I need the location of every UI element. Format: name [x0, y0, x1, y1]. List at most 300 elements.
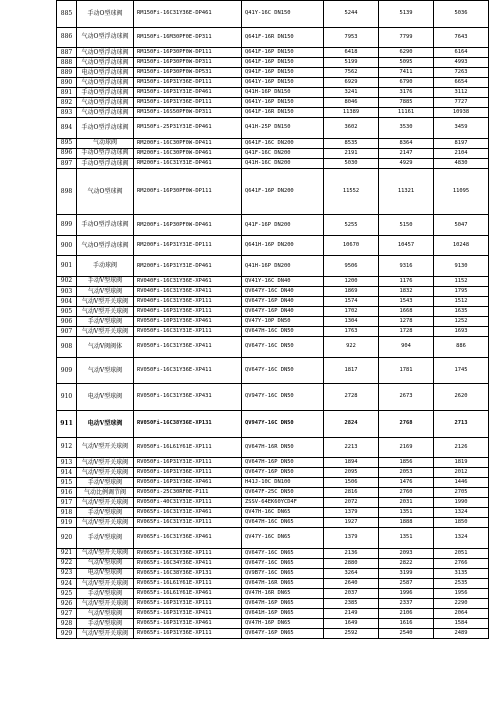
price-3-cell: 1795: [434, 287, 489, 297]
spec-code-cell: QV647Y-16P DN50: [242, 468, 324, 478]
table-row: [57, 108, 489, 118]
price-3-cell: 2620: [434, 384, 489, 411]
model-code-cell: RV050Fi-10P31Y36E-XP461: [134, 317, 242, 327]
spec-code-cell: Q41H-25P DN150: [242, 118, 324, 139]
price-1-cell: 11552: [324, 169, 379, 215]
price-3-cell: 10248: [434, 235, 489, 256]
product-name-cell: 气动O型浮动球阀: [77, 108, 134, 118]
price-1-cell: 7953: [324, 27, 379, 48]
model-code-cell: RM200Fi-16P30PF0W-DP461: [134, 215, 242, 236]
price-1-cell: 3264: [324, 568, 379, 578]
spec-code-cell: QV47Y-10P DN50: [242, 317, 324, 327]
table-row: [57, 548, 489, 558]
product-name-cell: 手动O型浮动球阀: [77, 118, 134, 139]
table-row: [57, 68, 489, 78]
product-name-cell: 手动O型浮动球阀: [77, 88, 134, 98]
model-code-cell: RV040Fi-16C31Y36E-XP461: [134, 276, 242, 286]
model-code-cell: RV050Fi-25C30RF0E-P111: [134, 488, 242, 498]
price-2-cell: 7411: [379, 68, 434, 78]
table-row: [57, 458, 489, 468]
table-row: [57, 307, 489, 317]
price-3-cell: 6654: [434, 78, 489, 88]
price-3-cell: 2713: [434, 410, 489, 437]
price-2-cell: 11161: [379, 108, 434, 118]
price-3-cell: 2290: [434, 599, 489, 609]
table-row: [57, 528, 489, 549]
price-1-cell: 1379: [324, 528, 379, 549]
row-number-cell: 926: [57, 599, 77, 609]
spec-code-cell: Q641F-16P DN150: [242, 48, 324, 58]
price-3-cell: 1446: [434, 478, 489, 488]
table-row: [57, 235, 489, 256]
product-name-cell: 气动O型浮动球阀: [77, 58, 134, 68]
price-3-cell: 1252: [434, 317, 489, 327]
price-3-cell: 1152: [434, 276, 489, 286]
spec-code-cell: QV47H-16R DN65: [242, 589, 324, 599]
table-row: [57, 287, 489, 297]
row-number-cell: 917: [57, 498, 77, 508]
price-2-cell: 2768: [379, 410, 434, 437]
price-table: [56, 0, 489, 639]
price-3-cell: 2104: [434, 148, 489, 158]
row-number-cell: 928: [57, 619, 77, 629]
model-code-cell: RV050Fi-16C31Y31E-XP111: [134, 327, 242, 337]
model-code-cell: RM200Fi-16C30PF0W-DP411: [134, 138, 242, 148]
price-1-cell: 2037: [324, 589, 379, 599]
spec-code-cell: QV647Y-16C DN65: [242, 558, 324, 568]
model-code-cell: RV050Fi-16C31Y36E-XP431: [134, 384, 242, 411]
price-2-cell: 7799: [379, 27, 434, 48]
row-number-cell: 913: [57, 458, 77, 468]
price-3-cell: 5036: [434, 1, 489, 28]
price-3-cell: 1819: [434, 458, 489, 468]
row-number-cell: 919: [57, 518, 77, 528]
price-1-cell: 2136: [324, 548, 379, 558]
price-3-cell: 2535: [434, 578, 489, 588]
product-name-cell: 气动V型球阀: [77, 609, 134, 619]
product-name-cell: 手动O型浮动球阀: [77, 215, 134, 236]
model-code-cell: RV065Fi-16P31Y36E-XP111: [134, 629, 242, 639]
price-2-cell: 2169: [379, 437, 434, 458]
spec-code-cell: QV647H-16C DN50: [242, 327, 324, 337]
spec-code-cell: Q641H-16P DN200: [242, 235, 324, 256]
price-2-cell: 1351: [379, 528, 434, 549]
product-name-cell: 手动V型球阀: [77, 478, 134, 488]
model-code-cell: RM150Fi-16C31Y36E-DP461: [134, 1, 242, 28]
spec-code-cell: QV9B7Y-16C DN65: [242, 568, 324, 578]
table-row: [57, 276, 489, 286]
spec-code-cell: QV647Y-16P DN40: [242, 307, 324, 317]
price-1-cell: 922: [324, 337, 379, 358]
price-2-cell: 2031: [379, 498, 434, 508]
spec-code-cell: Q641F-16R DN150: [242, 108, 324, 118]
price-1-cell: 1869: [324, 287, 379, 297]
row-number-cell: 891: [57, 88, 77, 98]
row-number-cell: 906: [57, 317, 77, 327]
spec-code-cell: H41J-10C DN100: [242, 478, 324, 488]
table-row: [57, 256, 489, 277]
product-name-cell: 气动O型浮动球阀: [77, 235, 134, 256]
spec-code-cell: QV947Y-16C DN50: [242, 384, 324, 411]
price-1-cell: 10670: [324, 235, 379, 256]
price-1-cell: 3241: [324, 88, 379, 98]
price-3-cell: 1324: [434, 508, 489, 518]
price-3-cell: 6164: [434, 48, 489, 58]
price-2-cell: 11321: [379, 169, 434, 215]
price-3-cell: 5047: [434, 215, 489, 236]
model-code-cell: RM150Fi-16M30PF0E-DP311: [134, 27, 242, 48]
table-row: [57, 297, 489, 307]
spec-code-cell: QV47H-16C DN65: [242, 508, 324, 518]
price-2-cell: 4929: [379, 159, 434, 169]
table-row: [57, 518, 489, 528]
row-number-cell: 900: [57, 235, 77, 256]
model-code-cell: RV065Fi-16C38Y36E-XP131: [134, 568, 242, 578]
spec-code-cell: QV647H-16R DN65: [242, 578, 324, 588]
product-name-cell: 手动V型球阀: [77, 528, 134, 549]
price-2-cell: 2760: [379, 488, 434, 498]
price-1-cell: 5199: [324, 58, 379, 68]
model-code-cell: RV050Fi-16C31Y36E-XP411: [134, 337, 242, 358]
price-3-cell: 8197: [434, 138, 489, 148]
price-2-cell: 2147: [379, 148, 434, 158]
model-code-cell: RM200Fi-16P31Y31E-DP111: [134, 235, 242, 256]
model-code-cell: RM150Fi-16P31Y31E-DP461: [134, 88, 242, 98]
price-3-cell: 7263: [434, 68, 489, 78]
row-number-cell: 907: [57, 327, 77, 337]
product-name-cell: 气动V型开关球阀: [77, 468, 134, 478]
row-number-cell: 889: [57, 68, 77, 78]
price-2-cell: 1351: [379, 508, 434, 518]
product-name-cell: 气动O型浮动球阀: [77, 27, 134, 48]
price-3-cell: 4993: [434, 58, 489, 68]
price-3-cell: 1584: [434, 619, 489, 629]
price-1-cell: 8046: [324, 98, 379, 108]
model-code-cell: RV050Fi-16C31Y36E-XP411: [134, 357, 242, 384]
row-number-cell: 892: [57, 98, 77, 108]
model-code-cell: RV065Fi-16C31Y31E-XP111: [134, 518, 242, 528]
table-row: [57, 1, 489, 28]
product-name-cell: 电动V型球阀: [77, 384, 134, 411]
price-1-cell: 2728: [324, 384, 379, 411]
price-2-cell: 2587: [379, 578, 434, 588]
spec-code-cell: QV47H-16P DN65: [242, 619, 324, 629]
price-1-cell: 2592: [324, 629, 379, 639]
price-2-cell: 10457: [379, 235, 434, 256]
price-3-cell: 9130: [434, 256, 489, 277]
price-3-cell: 2064: [434, 609, 489, 619]
spec-code-cell: Q641Y-16P DN150: [242, 78, 324, 88]
row-number-cell: 918: [57, 508, 77, 518]
product-name-cell: 气动V型开关球阀: [77, 498, 134, 508]
model-code-cell: RM150Fi-16P30PF0W-DP531: [134, 68, 242, 78]
price-2-cell: 1476: [379, 478, 434, 488]
price-1-cell: 2191: [324, 148, 379, 158]
table-row: [57, 629, 489, 639]
model-code-cell: RV050Fi-16P31Y31E-XP111: [134, 458, 242, 468]
price-1-cell: 2880: [324, 558, 379, 568]
price-2-cell: 1996: [379, 589, 434, 599]
model-code-cell: RV050Fi-16C38Y36E-XP131: [134, 410, 242, 437]
product-name-cell: 手动O型浮动球阀: [77, 148, 134, 158]
row-number-cell: 888: [57, 58, 77, 68]
table-row: [57, 98, 489, 108]
price-2-cell: 6290: [379, 48, 434, 58]
table-row: [57, 58, 489, 68]
price-3-cell: 2766: [434, 558, 489, 568]
model-code-cell: RM150Fi-25P31Y31E-DP461: [134, 118, 242, 139]
price-1-cell: 3602: [324, 118, 379, 139]
price-3-cell: 7643: [434, 27, 489, 48]
price-2-cell: 2540: [379, 629, 434, 639]
product-name-cell: 气动O型浮动球阀: [77, 48, 134, 58]
product-name-cell: 电动O型浮动球阀: [77, 68, 134, 78]
row-number-cell: 915: [57, 478, 77, 488]
price-1-cell: 6929: [324, 78, 379, 88]
price-1-cell: 2149: [324, 609, 379, 619]
table-row: [57, 327, 489, 337]
row-number-cell: 904: [57, 297, 77, 307]
price-2-cell: 8364: [379, 138, 434, 148]
table-row: [57, 619, 489, 629]
spec-code-cell: Q41F-16C DN200: [242, 148, 324, 158]
table-row: [57, 589, 489, 599]
spec-code-cell: QV647Y-16C DN50: [242, 357, 324, 384]
price-1-cell: 2385: [324, 599, 379, 609]
model-code-cell: RM150Fi-16S50PF0W-DP311: [134, 108, 242, 118]
row-number-cell: 899: [57, 215, 77, 236]
row-number-cell: 910: [57, 384, 77, 411]
price-1-cell: 1649: [324, 619, 379, 629]
row-number-cell: 914: [57, 468, 77, 478]
price-3-cell: 2051: [434, 548, 489, 558]
product-name-cell: 气动V型球阀: [77, 558, 134, 568]
product-name-cell: 气动V型球阀: [77, 287, 134, 297]
product-name-cell: 手动O型浮动球阀: [77, 159, 134, 169]
row-number-cell: 905: [57, 307, 77, 317]
product-name-cell: 气动V型开关球阀: [77, 548, 134, 558]
product-name-cell: 气动V型开关球阀: [77, 458, 134, 468]
price-1-cell: 1304: [324, 317, 379, 327]
table-row: [57, 118, 489, 139]
price-2-cell: 1832: [379, 287, 434, 297]
table-row: [57, 138, 489, 148]
row-number-cell: 916: [57, 488, 77, 498]
spec-code-cell: QV647Y-16P DN40: [242, 297, 324, 307]
price-1-cell: 1574: [324, 297, 379, 307]
price-2-cell: 1856: [379, 458, 434, 468]
spec-code-cell: ZSSV-64EK60YCD4F: [242, 498, 324, 508]
row-number-cell: 920: [57, 528, 77, 549]
price-3-cell: 1850: [434, 518, 489, 528]
row-number-cell: 890: [57, 78, 77, 88]
row-number-cell: 894: [57, 118, 77, 139]
price-3-cell: 1635: [434, 307, 489, 317]
price-3-cell: 7727: [434, 98, 489, 108]
model-code-cell: RV065Fi-16C31Y31E-XP461: [134, 508, 242, 518]
table-row: [57, 48, 489, 58]
table-row: [57, 558, 489, 568]
price-2-cell: 5139: [379, 1, 434, 28]
model-code-cell: RM200Fi-16P31Y31E-DP461: [134, 256, 242, 277]
price-3-cell: 1512: [434, 297, 489, 307]
spec-code-cell: QV647Y-16C DN50: [242, 337, 324, 358]
price-1-cell: 1817: [324, 357, 379, 384]
product-name-cell: 气动V阀阀体: [77, 337, 134, 358]
price-2-cell: 2822: [379, 558, 434, 568]
spec-code-cell: Q641F-16C DN200: [242, 138, 324, 148]
model-code-cell: RM200Fi-16C31Y31E-DP461: [134, 159, 242, 169]
price-2-cell: 3176: [379, 88, 434, 98]
spec-code-cell: QV647H-16R DN50: [242, 437, 324, 458]
price-2-cell: 1543: [379, 297, 434, 307]
price-3-cell: 10938: [434, 108, 489, 118]
price-1-cell: 2213: [324, 437, 379, 458]
table-row: [57, 27, 489, 48]
row-number-cell: 886: [57, 27, 77, 48]
table-row: [57, 357, 489, 384]
price-1-cell: 5244: [324, 1, 379, 28]
table-row: [57, 599, 489, 609]
table-row: [57, 78, 489, 88]
model-code-cell: RM200Fi-16P30PF0W-DP111: [134, 169, 242, 215]
model-code-cell: RV065Fi-16C31Y36E-XP111: [134, 548, 242, 558]
product-name-cell: 气动V型开关球阀: [77, 307, 134, 317]
model-code-cell: RV065Fi-16P31Y31E-XP461: [134, 619, 242, 629]
price-1-cell: 8535: [324, 138, 379, 148]
row-number-cell: 903: [57, 287, 77, 297]
price-1-cell: 1927: [324, 518, 379, 528]
table-row: [57, 148, 489, 158]
row-number-cell: 887: [57, 48, 77, 58]
table-row: [57, 88, 489, 98]
price-1-cell: 6418: [324, 48, 379, 58]
model-code-cell: RV050Fi-16P31Y36E-XP111: [134, 468, 242, 478]
table-row: [57, 478, 489, 488]
spec-code-cell: Q41H-16P DN150: [242, 88, 324, 98]
model-code-cell: RV065Fi-16C34Y36E-XP411: [134, 558, 242, 568]
product-name-cell: 气动比例调节阀: [77, 488, 134, 498]
product-name-cell: 手动V型球阀: [77, 276, 134, 286]
product-name-cell: 手动V型球阀: [77, 619, 134, 629]
price-3-cell: 3112: [434, 88, 489, 98]
price-3-cell: 886: [434, 337, 489, 358]
price-1-cell: 1894: [324, 458, 379, 468]
spec-code-cell: Q41F-16P DN200: [242, 215, 324, 236]
spec-code-cell: QV647Y-16C DN65: [242, 548, 324, 558]
product-name-cell: 气动V型开关球阀: [77, 599, 134, 609]
row-number-cell: 898: [57, 169, 77, 215]
row-number-cell: 912: [57, 437, 77, 458]
price-1-cell: 1763: [324, 327, 379, 337]
spec-code-cell: Q641F-16P DN200: [242, 169, 324, 215]
row-number-cell: 911: [57, 410, 77, 437]
price-1-cell: 2072: [324, 498, 379, 508]
table-row: [57, 498, 489, 508]
product-name-cell: 气动V型开关球阀: [77, 578, 134, 588]
price-2-cell: 3199: [379, 568, 434, 578]
price-1-cell: 11389: [324, 108, 379, 118]
price-1-cell: 2824: [324, 410, 379, 437]
model-code-cell: RV040Fi-16C31Y36E-XP411: [134, 287, 242, 297]
price-2-cell: 9316: [379, 256, 434, 277]
model-code-cell: RV065Fi-16L61Y61E-XP461: [134, 589, 242, 599]
row-number-cell: 925: [57, 589, 77, 599]
row-number-cell: 893: [57, 108, 77, 118]
row-number-cell: 927: [57, 609, 77, 619]
product-name-cell: 手动球阀: [77, 256, 134, 277]
price-3-cell: 11095: [434, 169, 489, 215]
spec-code-cell: Q41H-16C DN200: [242, 159, 324, 169]
table-row: [57, 384, 489, 411]
product-name-cell: 气动V型开关球阀: [77, 518, 134, 528]
product-name-cell: 气动O型浮动球阀: [77, 78, 134, 88]
model-code-cell: RM150Fi-16P30PF0W-DP311: [134, 58, 242, 68]
spec-code-cell: QV47Y-16C DN65: [242, 528, 324, 549]
table-row: [57, 410, 489, 437]
model-code-cell: RM200Fi-16C30PF0W-DP461: [134, 148, 242, 158]
model-code-cell: RV050Fi-16P31Y36E-XP461: [134, 478, 242, 488]
row-number-cell: 897: [57, 159, 77, 169]
row-number-cell: 908: [57, 337, 77, 358]
table-row: [57, 508, 489, 518]
spec-code-cell: Q641F-16R DN150: [242, 27, 324, 48]
product-name-cell: 气动V型开关球阀: [77, 437, 134, 458]
product-name-cell: 气动V型开关球阀: [77, 629, 134, 639]
price-1-cell: 1506: [324, 478, 379, 488]
price-1-cell: 1200: [324, 276, 379, 286]
model-code-cell: RV065Fi-16C31Y36E-XP461: [134, 528, 242, 549]
product-name-cell: 手动V型球阀: [77, 508, 134, 518]
price-1-cell: 7562: [324, 68, 379, 78]
price-3-cell: 1990: [434, 498, 489, 508]
price-3-cell: 1956: [434, 589, 489, 599]
row-number-cell: 895: [57, 138, 77, 148]
spec-code-cell: Q641F-16P DN150: [242, 58, 324, 68]
row-number-cell: 909: [57, 357, 77, 384]
price-1-cell: 5030: [324, 159, 379, 169]
model-code-cell: RV050Fi-16L61Y61E-XP111: [134, 437, 242, 458]
price-2-cell: 1888: [379, 518, 434, 528]
table-row: [57, 169, 489, 215]
model-code-cell: RV065Fi-16P31Y31E-XP111: [134, 599, 242, 609]
price-2-cell: 1278: [379, 317, 434, 327]
spec-code-cell: Q41H-16P DN200: [242, 256, 324, 277]
price-2-cell: 2053: [379, 468, 434, 478]
price-2-cell: 904: [379, 337, 434, 358]
table-row: [57, 317, 489, 327]
price-2-cell: 1176: [379, 276, 434, 286]
table-row: [57, 609, 489, 619]
spec-code-cell: QV647H-16P DN65: [242, 599, 324, 609]
model-code-cell: RM150Fi-16P31Y36E-DP111: [134, 98, 242, 108]
price-3-cell: 2126: [434, 437, 489, 458]
product-name-cell: 电动V型球阀: [77, 410, 134, 437]
spec-code-cell: QV947Y-16C DN50: [242, 410, 324, 437]
row-number-cell: 922: [57, 558, 77, 568]
price-2-cell: 1728: [379, 327, 434, 337]
price-1-cell: 1702: [324, 307, 379, 317]
model-code-cell: RV065Fi-16P31Y31E-XP411: [134, 609, 242, 619]
table-row: [57, 568, 489, 578]
spec-code-cell: QV647Y-16C DN40: [242, 287, 324, 297]
product-name-cell: 手动V型球阀: [77, 589, 134, 599]
price-2-cell: 5150: [379, 215, 434, 236]
price-3-cell: 3135: [434, 568, 489, 578]
table-row: [57, 578, 489, 588]
price-2-cell: 1781: [379, 357, 434, 384]
table-row: [57, 337, 489, 358]
